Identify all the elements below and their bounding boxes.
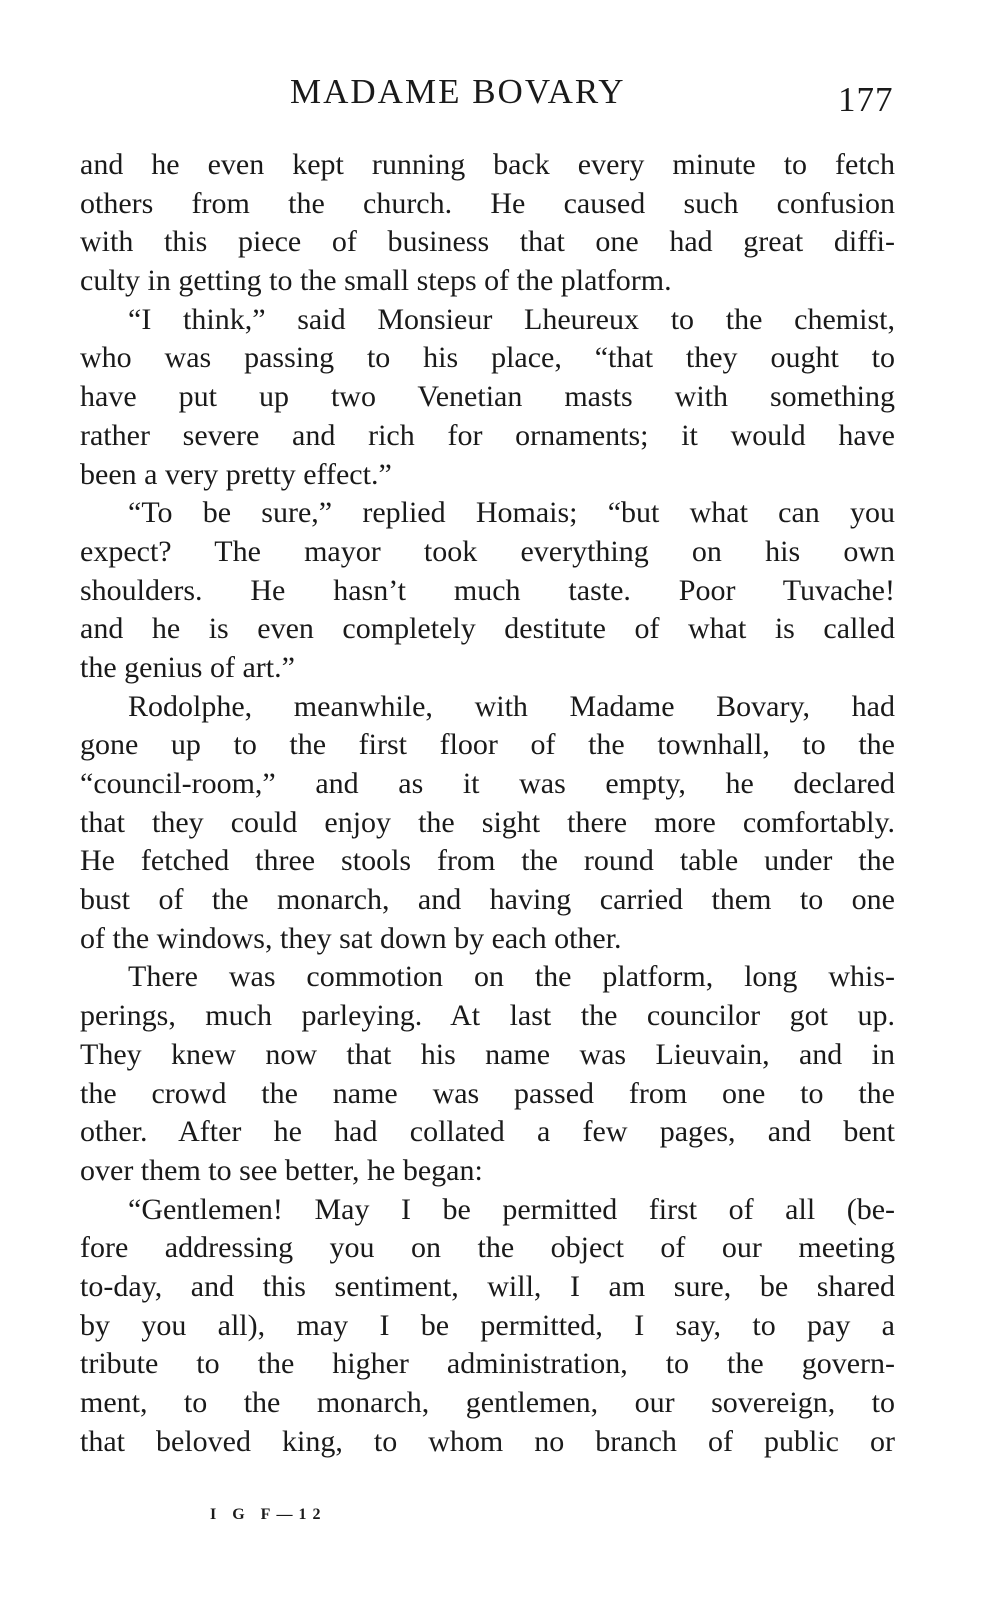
text-line: perings, much parleying. At last the councilor got up. xyxy=(80,999,895,1033)
text-line: that they could enjoy the sight there more comfortably. xyxy=(80,805,895,839)
text-line: culty in getting to the small steps of the platform. xyxy=(80,264,672,298)
text-line: the genius of art.” xyxy=(80,650,295,684)
text-line: other. After he had collated a few pages, and bent xyxy=(80,1115,895,1149)
text-line: They knew now that his name was Lieuvain, and in xyxy=(80,1037,895,1071)
text-line: bust of the monarch, and having carried them to one xyxy=(80,883,895,917)
text-line: “Gentlemen! May I be permitted first of all (be- xyxy=(128,1192,895,1226)
text-line: Rodolphe, meanwhile, with Madame Bovary, had xyxy=(128,689,895,723)
text-line: been a very pretty effect.” xyxy=(80,457,392,491)
text-line: that beloved king, to whom no branch of public or xyxy=(80,1424,895,1458)
text-line: He fetched three stools from the round table under the xyxy=(80,844,895,878)
body-text xyxy=(80,146,895,1461)
text-line: gone up to the first floor of the townhall, to the xyxy=(80,728,895,762)
text-line: “council-room,” and as it was empty, he declared xyxy=(80,767,895,800)
text-line: fore addressing you on the object of our meeting xyxy=(80,1231,895,1265)
text-line: “To be sure,” replied Homais; “but what can you xyxy=(128,496,895,530)
text-line: have put up two Venetian masts with something xyxy=(80,380,895,414)
text-line: “I think,” said Monsieur Lheureux to the chemist, xyxy=(128,302,895,336)
text-line: expect? The mayor took everything on his own xyxy=(80,534,895,568)
page-number: 177 xyxy=(838,80,894,119)
text-line: ment, to the monarch, gentlemen, our sovereign, to xyxy=(80,1386,895,1419)
text-line: of the windows, they sat down by each other. xyxy=(80,921,622,955)
text-line: with this piece of business that one had great diffi- xyxy=(80,225,895,259)
signature-mark: I G F—12 xyxy=(210,1506,327,1523)
text-line: by you all), may I be permitted, I say, to pay a xyxy=(80,1308,895,1342)
text-line: and he is even completely destitute of what is called xyxy=(80,612,895,646)
text-line: others from the church. He caused such confusion xyxy=(80,186,895,220)
text-line: tribute to the higher administration, to the govern- xyxy=(80,1347,895,1381)
text-line: There was commotion on the platform, long whis- xyxy=(128,960,895,994)
text-line: to-day, and this sentiment, will, I am sure, be shared xyxy=(80,1269,895,1303)
text-line: shoulders. He hasn’t much taste. Poor Tuvache! xyxy=(80,573,895,607)
text-line: and he even kept running back every minute to fetch xyxy=(80,148,895,181)
text-line: the crowd the name was passed from one to the xyxy=(80,1076,895,1110)
text-line: over them to see better, he began: xyxy=(80,1153,483,1187)
text-line: rather severe and rich for ornaments; it would have xyxy=(80,418,895,452)
running-title: MADAME BOVARY xyxy=(290,72,626,111)
text-line: who was passing to his place, “that they ought to xyxy=(80,341,895,375)
